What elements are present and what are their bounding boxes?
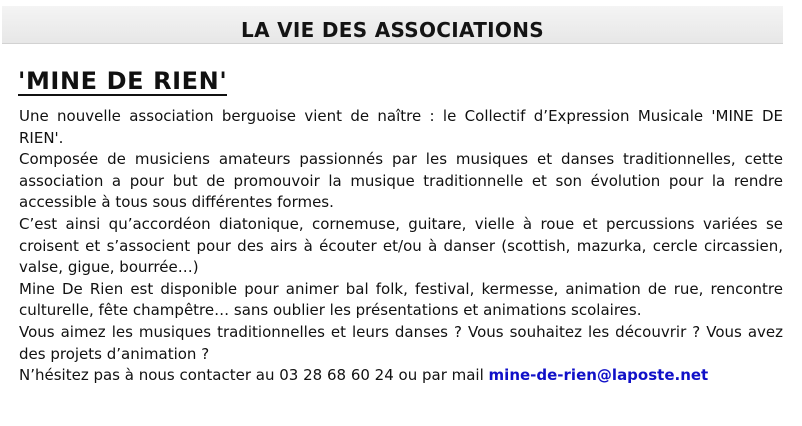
paragraph-intro: Une nouvelle association berguoise vient de naître : le Collectif d’Expression Musicale 'MINE DE RIEN'. [19,107,783,147]
paragraph-instruments: C’est ainsi qu’accordéon diatonique, cornemuse, guitare, vielle à roue et percussions variées se croisent et s’associent pour des airs à écouter et/ou à danser (scottish, mazurka, cercle circassien, valse, gigue, bourrée…) [19,214,783,277]
page-title: LA VIE DES ASSOCIATIONS [241,18,544,42]
email-link[interactable]: mine-de-rien@laposte.net [488,366,709,385]
paragraph-questions: Vous aimez les musiques traditionnelles et leurs danses ? Vous souhaitez les découvrir ? Vous avez des projets d’animation ? [19,322,783,363]
article-title: 'MINE DE RIEN' [18,67,228,95]
contact-text: N’hésitez pas à nous contacter au 03 28 68 60 24 ou par mail [19,366,484,385]
article-body [19,106,783,387]
paragraph-contact [19,365,783,387]
paragraph-services: Mine De Rien est disponible pour animer bal folk, festival, kermesse, animation de rue, rencontre culturelle, fête champêtre… sans oublier les présentations et animations scolaires. [19,279,783,320]
paragraph-purpose: Composée de musiciens amateurs passionnés par les musiques et danses traditionnelles, cette association a pour but de promouvoir la musique traditionnelle et son évolution pour la rendre accessible à tous sous différentes formes. [19,150,783,212]
header-band [2,6,783,44]
